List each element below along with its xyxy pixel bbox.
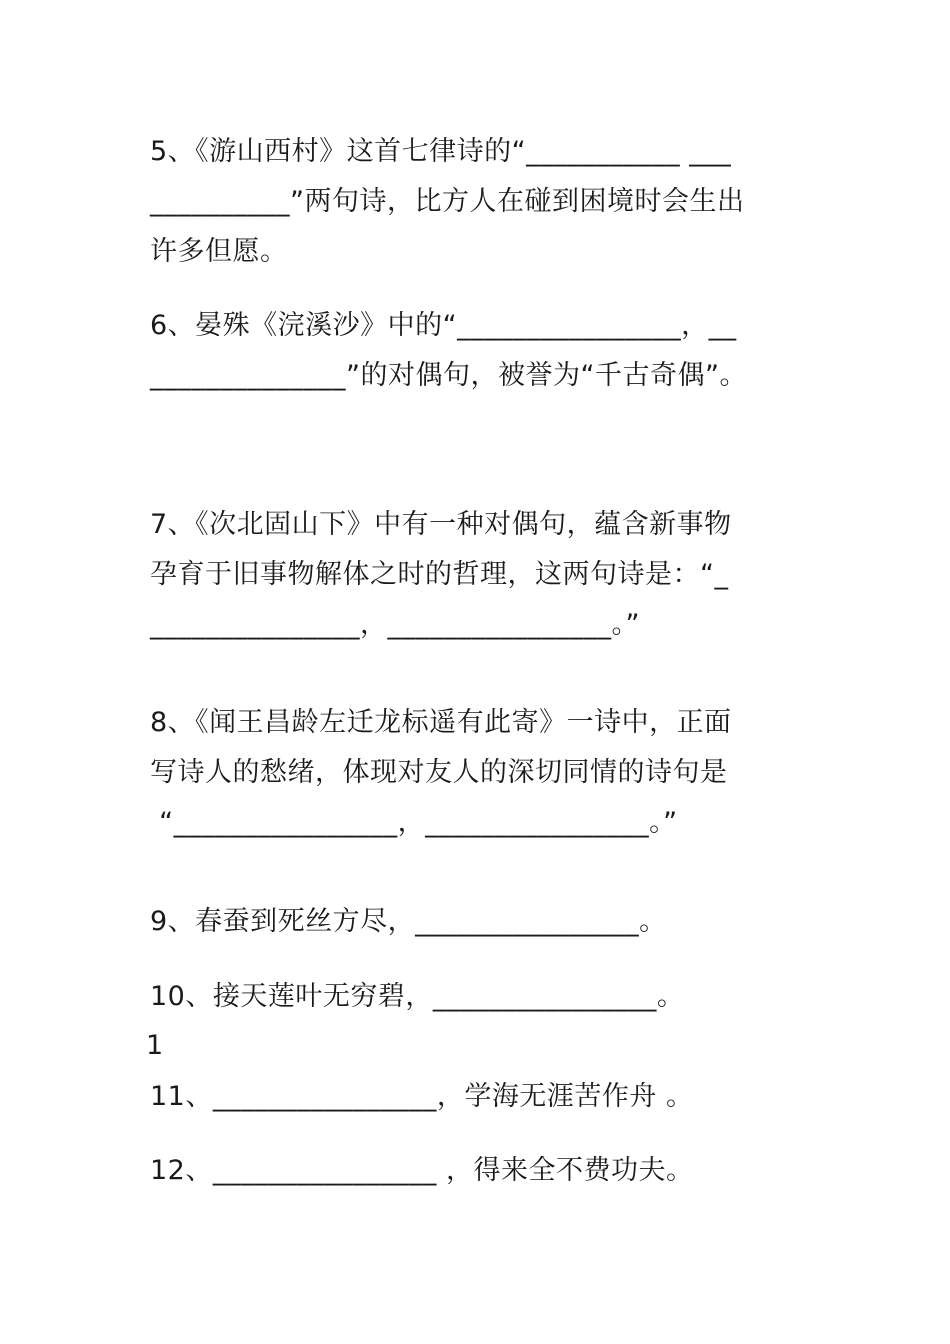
question-5-line-3: 许多但愿。	[150, 236, 288, 267]
question-5-line-1: 5、《游山西村》这首七律诗的“___________ ___	[150, 136, 732, 167]
question-6-line-2: ______________”的对偶句，被誉为“千古奇偶”。	[150, 360, 747, 391]
question-6-line-1: 6、晏殊《浣溪沙》中的“________________，__	[150, 310, 737, 341]
question-8-line-2: 写诗人的愁绪，体现对友人的深切同情的诗句是	[150, 757, 728, 788]
question-8-line-1: 8、《闻王昌龄左迁龙标遥有此寄》一诗中，正面	[150, 707, 732, 738]
question-12-line-1: 12、________________ ，得来全不费功夫。	[150, 1155, 694, 1186]
question-11-line-1: 11、________________，学海无涯苦作舟 。	[150, 1081, 694, 1112]
question-7-line-1: 7、《次北固山下》中有一种对偶句，蕴含新事物	[150, 509, 732, 540]
question-10-line-1: 10、接天莲叶无穷碧，________________。	[150, 981, 685, 1012]
page-marker: 1	[146, 1030, 164, 1061]
question-9-line-1: 9、春蚕到死丝方尽，________________。	[150, 906, 667, 937]
question-5-line-2: __________”两句诗，比方人在碰到困境时会生出	[150, 186, 745, 217]
question-7-line-2: 孕育于旧事物解体之时的哲理，这两句诗是：“_	[150, 559, 729, 590]
question-8-line-3: “________________，________________。”	[150, 807, 678, 838]
question-7-line-3: _______________，________________。”	[150, 609, 640, 640]
